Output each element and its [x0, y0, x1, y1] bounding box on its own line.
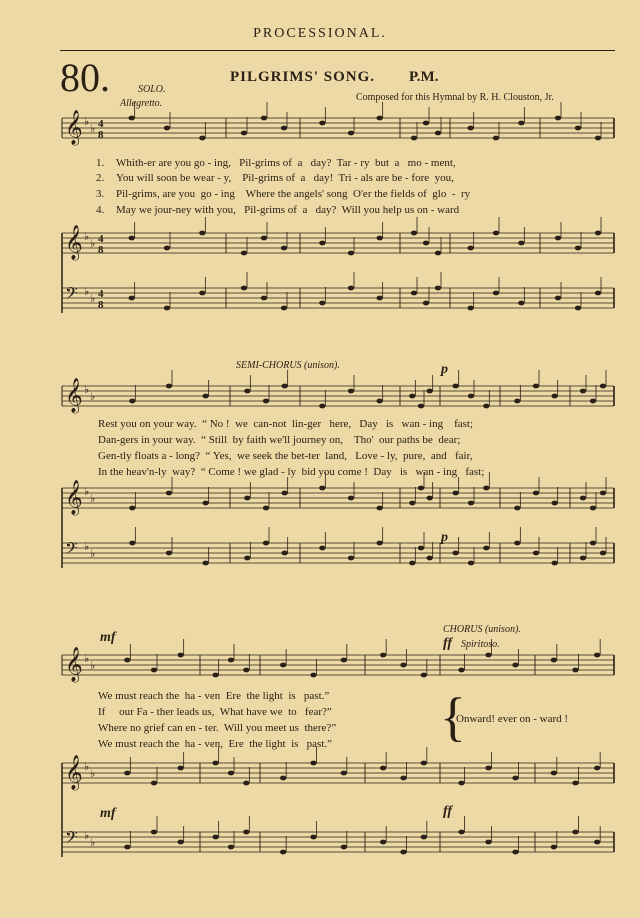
notehead	[348, 496, 354, 501]
notehead	[555, 236, 561, 241]
flat-icon: ♭	[84, 486, 90, 498]
notehead	[310, 673, 316, 678]
lyric-line: We must reach the ha - ven Ere the light is past.”	[98, 690, 330, 702]
notehead	[376, 116, 382, 121]
notehead	[243, 781, 249, 786]
notehead	[594, 766, 600, 771]
notehead	[512, 850, 518, 855]
notehead	[151, 781, 157, 786]
dynamic-mezzo-forte: mf	[100, 630, 116, 645]
notehead	[555, 296, 561, 301]
notehead	[281, 491, 287, 496]
refrain-text: Onward! ever on - ward !	[456, 713, 569, 725]
notehead	[600, 491, 606, 496]
notehead	[572, 668, 578, 673]
notehead	[411, 136, 417, 141]
notehead	[594, 653, 600, 658]
notehead	[400, 776, 406, 781]
notehead	[244, 389, 250, 394]
notehead	[129, 541, 135, 546]
notehead	[164, 246, 170, 251]
notehead	[400, 850, 406, 855]
lyric-brace: {	[440, 687, 466, 747]
notehead	[280, 850, 286, 855]
notehead	[380, 653, 386, 658]
notehead	[128, 296, 134, 301]
notehead	[124, 845, 130, 850]
notehead	[468, 394, 474, 399]
notehead	[458, 781, 464, 786]
flat-icon: ♭	[90, 768, 96, 780]
lyric-line: Gen-tly floats a - long? “ Yes, we seek the bet-ter land, Love - ly, pure, and fair,	[98, 450, 473, 462]
notehead	[518, 241, 524, 246]
notehead	[572, 830, 578, 835]
flat-icon: ♭	[84, 830, 90, 842]
notehead	[518, 121, 524, 126]
notehead	[421, 673, 427, 678]
flat-icon: ♭	[90, 238, 96, 250]
verse-number: 1.	[96, 157, 105, 169]
notehead	[124, 771, 130, 776]
notehead	[261, 236, 267, 241]
notehead	[423, 301, 429, 306]
notehead	[129, 506, 135, 511]
running-head: PROCESSIONAL.	[253, 26, 387, 41]
notehead	[411, 231, 417, 236]
flat-icon: ♭	[84, 286, 90, 298]
notehead	[551, 845, 557, 850]
solo-label: SOLO.	[138, 84, 166, 95]
flat-icon: ♭	[84, 541, 90, 553]
dynamic-piano: p	[441, 530, 448, 545]
notehead	[452, 384, 458, 389]
notehead	[263, 506, 269, 511]
flat-icon: ♭	[84, 231, 90, 243]
notehead	[551, 394, 557, 399]
notehead	[435, 286, 441, 291]
notehead	[177, 653, 183, 658]
notehead	[572, 781, 578, 786]
composer-credit: Composed for this Hymnal by R. H. Clouston, Jr.	[356, 92, 554, 103]
flat-icon: ♭	[84, 384, 90, 396]
notehead	[177, 840, 183, 845]
flat-icon: ♭	[90, 837, 96, 849]
notehead	[514, 399, 520, 404]
bass-clef-icon: 𝄢	[65, 538, 78, 562]
notehead	[164, 306, 170, 311]
notehead	[483, 486, 489, 491]
notehead	[590, 506, 596, 511]
notehead	[124, 658, 130, 663]
notehead	[319, 404, 325, 409]
notehead	[411, 291, 417, 296]
bass-clef-icon: 𝄢	[65, 283, 78, 307]
notehead	[166, 551, 172, 556]
flat-icon: ♭	[84, 116, 90, 128]
notehead	[228, 845, 234, 850]
notehead	[164, 126, 170, 131]
time-signature: 4	[98, 288, 104, 300]
notehead	[595, 136, 601, 141]
notehead	[435, 131, 441, 136]
notehead	[280, 776, 286, 781]
notehead	[575, 246, 581, 251]
notehead	[580, 389, 586, 394]
lyric-line: We must reach the ha - ven, Ere the light is past.”	[98, 738, 333, 750]
notehead	[423, 121, 429, 126]
notehead	[452, 491, 458, 496]
notehead	[485, 766, 491, 771]
notehead	[512, 776, 518, 781]
notehead	[426, 496, 432, 501]
time-signature: 8	[98, 299, 104, 311]
notehead	[280, 663, 286, 668]
notehead	[348, 251, 354, 256]
notehead	[341, 771, 347, 776]
notehead	[348, 556, 354, 561]
notehead	[580, 556, 586, 561]
notehead	[199, 231, 205, 236]
notehead	[281, 384, 287, 389]
notehead	[243, 668, 249, 673]
bass-clef-icon: 𝄢	[65, 827, 78, 851]
flat-icon: ♭	[90, 493, 96, 505]
notehead	[261, 116, 267, 121]
treble-clef-icon: 𝄞	[65, 755, 83, 790]
notehead	[458, 830, 464, 835]
notehead	[533, 491, 539, 496]
time-signature: 4	[98, 233, 104, 245]
flat-icon: ♭	[84, 761, 90, 773]
notehead	[166, 384, 172, 389]
verse-number: 3.	[96, 188, 105, 200]
flat-icon: ♭	[90, 293, 96, 305]
notehead	[341, 658, 347, 663]
notehead	[348, 286, 354, 291]
dynamic-fortissimo: ff	[443, 636, 453, 651]
notehead	[493, 136, 499, 141]
notehead	[594, 840, 600, 845]
notehead	[595, 231, 601, 236]
notehead	[467, 126, 473, 131]
notehead	[319, 241, 325, 246]
notehead	[512, 663, 518, 668]
notehead	[241, 131, 247, 136]
notehead	[418, 546, 424, 551]
flat-icon: ♭	[90, 548, 96, 560]
notehead	[555, 116, 561, 121]
notehead	[376, 399, 382, 404]
notehead	[418, 404, 424, 409]
notehead	[418, 486, 424, 491]
hymn-meter: P.M.	[409, 69, 439, 85]
notehead	[551, 561, 557, 566]
notehead	[514, 541, 520, 546]
tempo-marking: Allegretto.	[120, 98, 163, 109]
notehead	[580, 496, 586, 501]
notehead	[467, 306, 473, 311]
notehead	[468, 501, 474, 506]
notehead	[202, 501, 208, 506]
dynamic-fortissimo: ff	[443, 804, 453, 819]
notehead	[518, 301, 524, 306]
notehead	[533, 551, 539, 556]
notehead	[319, 546, 325, 551]
notehead	[241, 251, 247, 256]
lyric-line: Dan-gers in your way. “ Still by faith we'll journey on, Tho' our paths be dear;	[98, 434, 461, 446]
lyric-line: Pil-grims, are you go - ing Where the angels' song O'er the fields of glo - ry	[116, 188, 471, 200]
notehead	[575, 126, 581, 131]
notehead	[493, 291, 499, 296]
treble-clef-icon: 𝄞	[65, 378, 83, 413]
notehead	[551, 771, 557, 776]
notehead	[551, 501, 557, 506]
treble-clef-icon: 𝄞	[65, 225, 83, 260]
notehead	[493, 231, 499, 236]
notehead	[409, 394, 415, 399]
lyric-line: May we jour-ney with you, Pil-grims of a day? Will you help us on - ward	[116, 204, 460, 216]
lyric-line: Whith-er are you go - ing, Pil-grims of a day? Tar - ry but a mo - ment,	[116, 157, 456, 169]
notehead	[199, 291, 205, 296]
lyric-line: Rest you on your way. “ No ! we can-not lin-ger here, Day is wan - ing fast;	[98, 418, 474, 430]
lyric-line: Where no grief can en - ter. Will you meet us there?”	[98, 722, 337, 734]
notehead	[341, 845, 347, 850]
flat-icon: ♭	[90, 660, 96, 672]
treble-clef-icon: 𝄞	[65, 110, 83, 145]
notehead	[199, 136, 205, 141]
notehead	[129, 399, 135, 404]
flat-icon: ♭	[90, 391, 96, 403]
notehead	[319, 486, 325, 491]
notehead	[380, 766, 386, 771]
notehead	[376, 236, 382, 241]
notehead	[400, 663, 406, 668]
notehead	[426, 389, 432, 394]
time-signature: 4	[98, 118, 104, 130]
notehead	[263, 399, 269, 404]
notehead	[202, 394, 208, 399]
notehead	[485, 840, 491, 845]
spiritoso-marking: Spiritoso.	[461, 639, 500, 650]
notehead	[243, 830, 249, 835]
notehead	[151, 830, 157, 835]
notehead	[423, 241, 429, 246]
notehead	[281, 126, 287, 131]
notehead	[380, 840, 386, 845]
notehead	[128, 236, 134, 241]
flat-icon: ♭	[90, 123, 96, 135]
notehead	[590, 541, 596, 546]
hymn-title: PILGRIMS' SONG.	[230, 69, 376, 85]
notehead	[426, 556, 432, 561]
notehead	[212, 761, 218, 766]
notehead	[595, 291, 601, 296]
notehead	[228, 771, 234, 776]
notehead	[241, 286, 247, 291]
notehead	[533, 384, 539, 389]
notehead	[468, 561, 474, 566]
notehead	[166, 491, 172, 496]
notehead	[600, 551, 606, 556]
notehead	[212, 673, 218, 678]
notehead	[514, 506, 520, 511]
notehead	[348, 389, 354, 394]
treble-clef-icon: 𝄞	[65, 480, 83, 515]
notehead	[483, 546, 489, 551]
notehead	[281, 306, 287, 311]
notehead	[483, 404, 489, 409]
lyric-line: If our Fa - ther leads us, What have we to fear?”	[98, 706, 332, 718]
notehead	[409, 561, 415, 566]
dynamic-mezzo-forte: mf	[100, 806, 116, 821]
notehead	[348, 131, 354, 136]
notehead	[261, 296, 267, 301]
dynamic-piano: p	[441, 362, 448, 377]
semi-chorus-label: SEMI-CHORUS (unison).	[236, 360, 340, 371]
time-signature: 8	[98, 244, 104, 256]
notehead	[409, 501, 415, 506]
notehead	[128, 116, 134, 121]
chorus-label: CHORUS (unison).	[443, 624, 521, 635]
notehead	[376, 541, 382, 546]
notehead	[319, 301, 325, 306]
notehead	[452, 551, 458, 556]
notehead	[590, 399, 596, 404]
lyric-line: In the heav'n-ly way? “ Come ! we glad - ly bid you come ! Day is wan - ing fast;	[98, 466, 485, 478]
notehead	[485, 653, 491, 658]
flat-icon: ♭	[84, 653, 90, 665]
notehead	[551, 658, 557, 663]
notehead	[177, 766, 183, 771]
notehead	[467, 246, 473, 251]
verse-number: 4.	[96, 204, 105, 216]
notehead	[421, 835, 427, 840]
notehead	[281, 246, 287, 251]
notehead	[151, 668, 157, 673]
notehead	[319, 121, 325, 126]
notehead	[575, 306, 581, 311]
notehead	[281, 551, 287, 556]
notehead	[310, 761, 316, 766]
notehead	[458, 668, 464, 673]
notehead	[244, 556, 250, 561]
notehead	[376, 506, 382, 511]
notehead	[263, 541, 269, 546]
notehead	[435, 251, 441, 256]
hymn-number: 80.	[60, 55, 110, 100]
notehead	[600, 384, 606, 389]
notehead	[202, 561, 208, 566]
lyric-line: You will soon be wear - y, Pil-grims of a day! Tri - als are be - fore you,	[116, 172, 454, 184]
notehead	[228, 658, 234, 663]
notehead	[376, 296, 382, 301]
notehead	[244, 496, 250, 501]
notehead	[310, 835, 316, 840]
notehead	[421, 761, 427, 766]
notehead	[212, 835, 218, 840]
time-signature: 8	[98, 129, 104, 141]
treble-clef-icon: 𝄞	[65, 647, 83, 682]
verse-number: 2.	[96, 172, 105, 184]
